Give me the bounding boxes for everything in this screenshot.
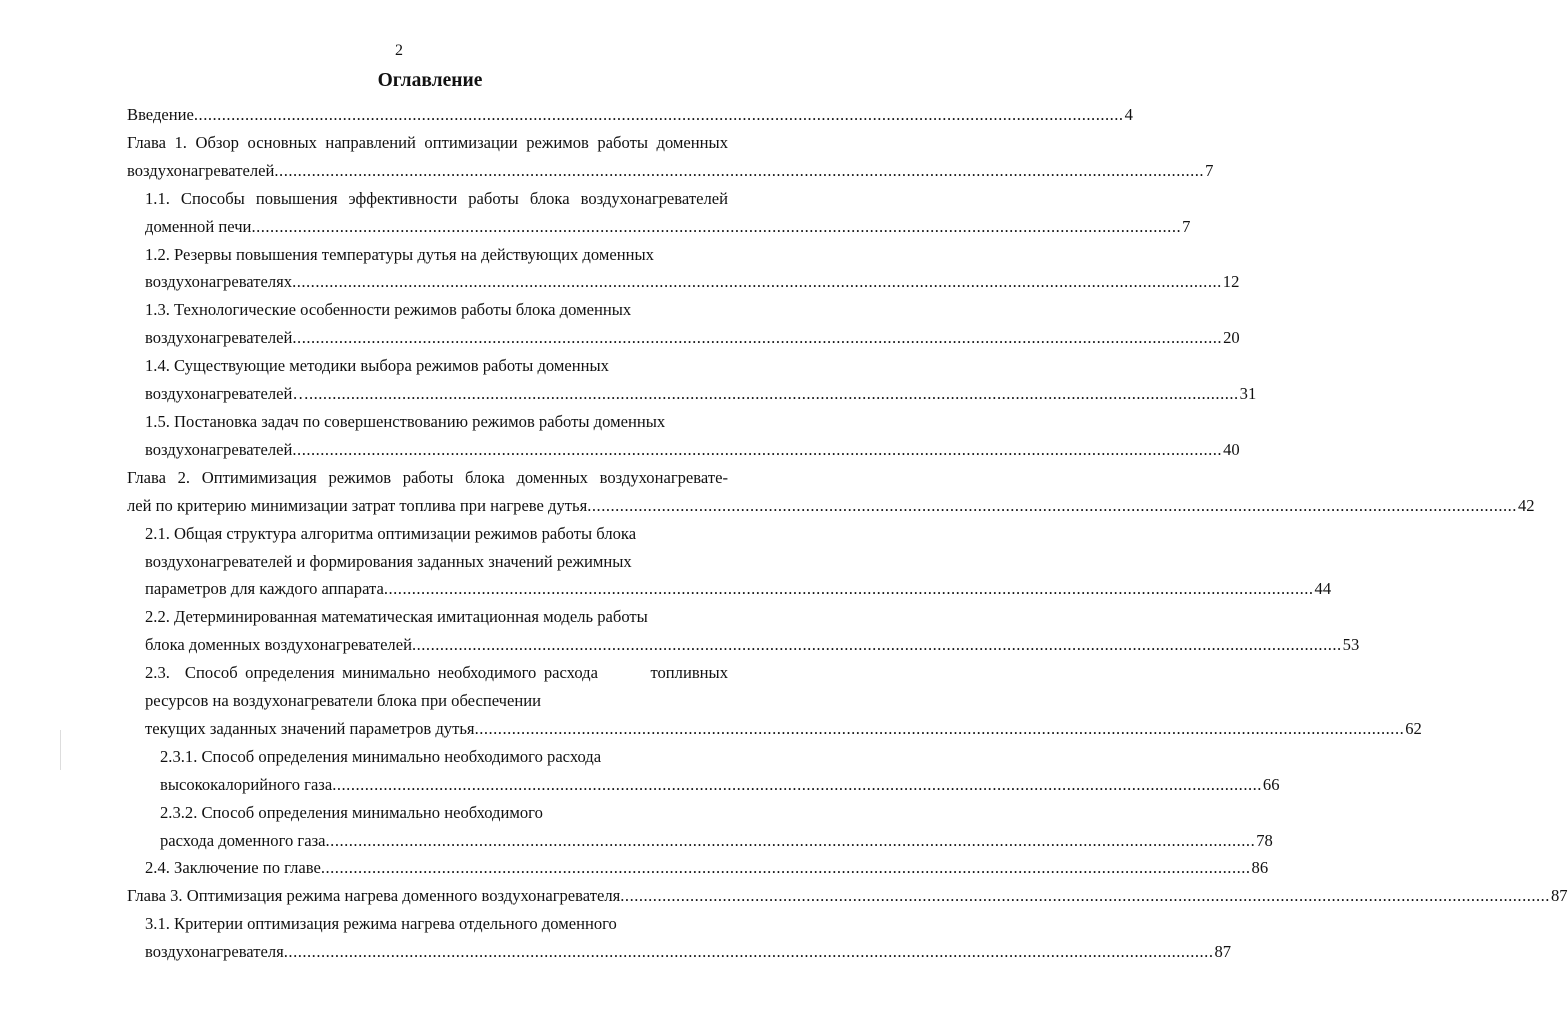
toc-entry-text: воздухонагревателя: [145, 942, 284, 962]
scan-artifact-line: [60, 730, 61, 770]
toc-entry-text: воздухонагревателей: [145, 328, 293, 348]
dot-leader: ........................................................................................................................................................................................................: [620, 886, 1550, 906]
toc-entry-text: высококалорийного газа: [160, 774, 333, 794]
toc-page-number: 7: [1205, 160, 1214, 180]
dot-leader: ........................................................................................................................................................................................................: [325, 830, 1256, 850]
toc-entry-text: ресурсов на воздухонагреватели блока при обеспечении: [145, 691, 542, 711]
toc-entry-text: 1.2. Резервы повышения температуры дутья на действующих доменных: [145, 244, 654, 264]
toc-entry-text: текущих заданных значений параметров дутья: [145, 718, 475, 738]
toc-entry-text: расхода доменного газа: [160, 830, 326, 850]
toc-entry-text: доменной печи: [145, 216, 252, 236]
dot-leader: ........................................................................................................................................................................................................: [292, 439, 1223, 459]
toc-entry[interactable]: [127, 352, 1257, 408]
toc-page-number: 87: [1214, 942, 1232, 962]
toc-entry-text: лей по критерию минимизации затрат топлива при нагреве дутья: [127, 495, 588, 515]
toc-entry-text: воздухонагревателей: [127, 160, 275, 180]
toc-entry[interactable]: [127, 799, 1273, 855]
toc-entry-text: Глава 1. Обзор основных направлений оптимизации режимов работы доменных: [127, 132, 728, 152]
toc-entry-text: параметров для каждого аппарата: [145, 579, 384, 599]
toc-page-number: 62: [1405, 718, 1422, 738]
dot-leader: ........................................................................................................................................................................................................: [292, 328, 1223, 348]
toc-page-number: 87: [1550, 886, 1568, 906]
toc-entry[interactable]: [127, 520, 1332, 604]
toc-entry-text: Глава 3. Оптимизация режима нагрева доменного воздухонагревателя: [127, 886, 621, 906]
toc-entry-text: 1.3. Технологические особенности режимов работы блока доменных: [145, 300, 632, 320]
toc-entry[interactable]: [127, 241, 1240, 297]
toc-page-number: 86: [1251, 858, 1269, 878]
dot-leader: ........................................................................................................................................................................................................: [251, 216, 1182, 236]
toc-entry-text: 3.1. Критерии оптимизация режима нагрева отдельного доменного: [145, 914, 617, 934]
toc-entry-text: воздухонагревателей: [145, 439, 293, 459]
toc-page-number: 42: [1517, 495, 1535, 515]
toc-entry-text: 1.4. Существующие методики выбора режимов работы доменных: [145, 356, 609, 376]
toc-entry[interactable]: [127, 129, 1214, 185]
toc-page-number: 7: [1182, 216, 1191, 236]
toc-page-number: 44: [1314, 579, 1332, 599]
toc-entry[interactable]: [127, 854, 1269, 882]
dot-leader: ........................................................................................................................................................................................................: [320, 858, 1251, 878]
toc-page-number: 66: [1262, 774, 1280, 794]
toc-page-number: 20: [1223, 328, 1240, 348]
toc-entry-text: Глава 2. Оптимимизация режимов работы блока доменных воздухонагревате-: [127, 467, 728, 487]
toc-entry[interactable]: [127, 464, 1535, 520]
dot-leader: ........................................................................................................................................................................................................: [193, 105, 1124, 124]
toc-entry-text: воздухонагревателей и формирования заданных значений режимных: [145, 551, 632, 571]
toc-entry[interactable]: [127, 882, 1568, 910]
toc-entry[interactable]: [127, 910, 1232, 966]
toc-page-number: 40: [1223, 439, 1240, 459]
toc-entry[interactable]: [127, 185, 1191, 241]
toc-entry[interactable]: [127, 603, 1360, 659]
toc-page-number: 4: [1124, 105, 1133, 124]
toc-entry-text: 1.1. Способы повышения эффективности работы блока воздухонагревателей: [145, 188, 728, 208]
dot-leader: ........................................................................................................................................................................................................: [332, 774, 1262, 794]
dot-leader: ........................................................................................................................................................................................................: [292, 272, 1222, 292]
toc-entry[interactable]: [127, 408, 1240, 464]
toc-entry-text: воздухонагревателей…: [145, 384, 309, 404]
toc-entry-text: 2.3. Способ определения минимально необходимого расхода топливных: [145, 663, 728, 683]
toc-entry-text: 2.3.2. Способ определения минимально необходимого: [160, 802, 543, 822]
toc-page-number: 31: [1239, 384, 1257, 404]
toc-entry-text: 2.3.1. Способ определения минимально необходимого расхода: [160, 746, 602, 766]
page-title: Оглавление: [377, 70, 483, 91]
toc-page-number: 12: [1222, 272, 1240, 292]
toc-entry[interactable]: [127, 101, 1133, 129]
dot-leader: ........................................................................................................................................................................................................: [283, 942, 1214, 962]
toc-entry[interactable]: [127, 296, 1240, 352]
dot-leader: ........................................................................................................................................................................................................: [274, 160, 1205, 180]
dot-leader: ........................................................................................................................................................................................................: [474, 718, 1405, 738]
toc-entry[interactable]: [127, 743, 1280, 799]
table-of-contents: [127, 101, 1568, 966]
dot-leader: ........................................................................................................................................................................................................: [411, 635, 1342, 655]
toc-entry-text: воздухонагревателях: [145, 272, 293, 292]
toc-entry-text: 1.5. Постановка задач по совершенствованию режимов работы доменных: [145, 411, 666, 431]
dot-leader: ........................................................................................................................................................................................................: [383, 579, 1314, 599]
toc-entry-text: 2.1. Общая структура алгоритма оптимизации режимов работы блока: [145, 523, 637, 543]
toc-entry-text: блока доменных воздухонагревателей: [145, 635, 412, 655]
toc-page-number: 53: [1342, 635, 1360, 655]
page-number: 2: [395, 42, 403, 59]
toc-page-number: 78: [1256, 830, 1273, 850]
toc-entry[interactable]: [127, 659, 1422, 743]
toc-entry-text: 2.4. Заключение по главе: [145, 858, 321, 878]
dot-leader: ........................................................................................................................................................................................................: [308, 384, 1239, 404]
toc-entry-text: 2.2. Детерминированная математическая имитационная модель работы: [145, 607, 648, 627]
dot-leader: ........................................................................................................................................................................................................: [587, 495, 1517, 515]
toc-entry-text: Введение: [127, 105, 194, 124]
